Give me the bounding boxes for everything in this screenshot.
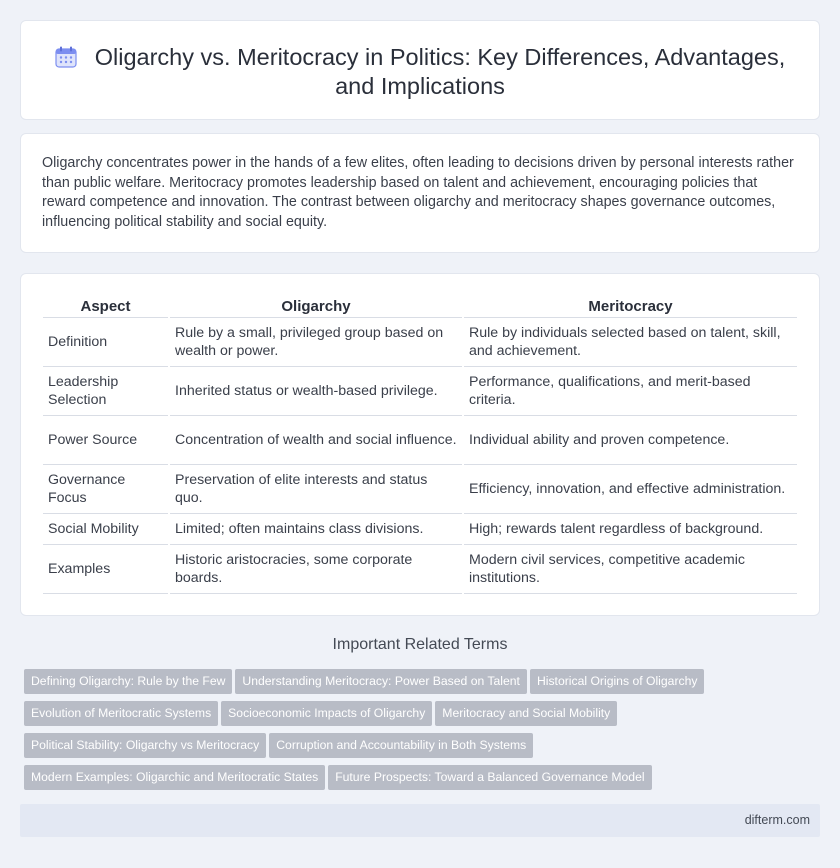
table-row: [43, 514, 797, 545]
comparison-table: [41, 296, 799, 594]
header-aspect: Aspect: [43, 296, 168, 318]
footer: [20, 804, 820, 837]
aspect-cell: Social Mobility: [43, 514, 168, 545]
meritocracy-cell: Modern civil services, competitive academic institutions.: [464, 545, 797, 594]
tag-row: [24, 733, 804, 765]
tag-row: [24, 701, 804, 733]
meritocracy-cell: Individual ability and proven competence.: [464, 416, 797, 465]
related-term-tag[interactable]: Political Stability: Oligarchy vs Meritocracy: [24, 733, 266, 758]
header-meritocracy: Meritocracy: [464, 296, 797, 318]
calendar-icon: [55, 46, 77, 68]
page-title-text: Oligarchy vs. Meritocracy in Politics: Key Differences, Advantages, and Implications: [94, 44, 786, 99]
oligarchy-cell: Preservation of elite interests and status quo.: [170, 465, 462, 514]
oligarchy-cell: Rule by a small, privileged group based on wealth or power.: [170, 318, 462, 367]
table-row: [43, 545, 797, 594]
related-term-tag[interactable]: Meritocracy and Social Mobility: [435, 701, 617, 726]
table-row: [43, 416, 797, 465]
comparison-card: [20, 273, 820, 616]
meritocracy-cell: Performance, qualifications, and merit-based criteria.: [464, 367, 797, 416]
tag-row: [24, 765, 804, 797]
aspect-cell: Leadership Selection: [43, 367, 168, 416]
footer-site-link[interactable]: difterm.com: [744, 813, 810, 827]
table-row: [43, 367, 797, 416]
table-row: [43, 465, 797, 514]
oligarchy-cell: Inherited status or wealth-based privilege.: [170, 367, 462, 416]
header: [21, 43, 819, 101]
oligarchy-cell: Concentration of wealth and social influence.: [170, 416, 462, 465]
meritocracy-cell: Rule by individuals selected based on talent, skill, and achievement.: [464, 318, 797, 367]
oligarchy-cell: Limited; often maintains class divisions.: [170, 514, 462, 545]
related-term-tag[interactable]: Understanding Meritocracy: Power Based on Talent: [235, 669, 527, 694]
aspect-cell: Power Source: [43, 416, 168, 465]
meritocracy-cell: High; rewards talent regardless of background.: [464, 514, 797, 545]
related-term-tag[interactable]: Socioeconomic Impacts of Oligarchy: [221, 701, 432, 726]
aspect-cell: Governance Focus: [43, 465, 168, 514]
related-term-tag[interactable]: Evolution of Meritocratic Systems: [24, 701, 218, 726]
related-term-tag[interactable]: Defining Oligarchy: Rule by the Few: [24, 669, 232, 694]
related-term-tag[interactable]: Corruption and Accountability in Both Systems: [269, 733, 533, 758]
table-row: [43, 318, 797, 367]
summary-card: [20, 133, 820, 253]
aspect-cell: Examples: [43, 545, 168, 594]
meritocracy-cell: Efficiency, innovation, and effective administration.: [464, 465, 797, 514]
related-term-tag[interactable]: Modern Examples: Oligarchic and Meritocratic States: [24, 765, 325, 790]
tag-row: [24, 669, 804, 701]
related-term-tag[interactable]: Historical Origins of Oligarchy: [530, 669, 705, 694]
aspect-cell: Definition: [43, 318, 168, 367]
oligarchy-cell: Historic aristocracies, some corporate boards.: [170, 545, 462, 594]
table-header-row: [43, 296, 797, 318]
related-term-tag[interactable]: Future Prospects: Toward a Balanced Governance Model: [328, 765, 651, 790]
page-title: [51, 43, 789, 101]
header-oligarchy: Oligarchy: [170, 296, 462, 318]
summary-text: Oligarchy concentrates power in the hands of a few elites, often leading to decisions driven by personal interests rather than public welfare. Meritocracy promotes leadership based on talent and achievement, encouraging policies that reward competence and innovation. The contrast between oligarchy and meritocracy shapes governance outcomes, influencing political stability and social equity.: [42, 155, 794, 230]
related-terms-list: [24, 669, 804, 797]
related-terms-title: Important Related Terms: [332, 636, 508, 653]
header-card: [20, 20, 820, 120]
